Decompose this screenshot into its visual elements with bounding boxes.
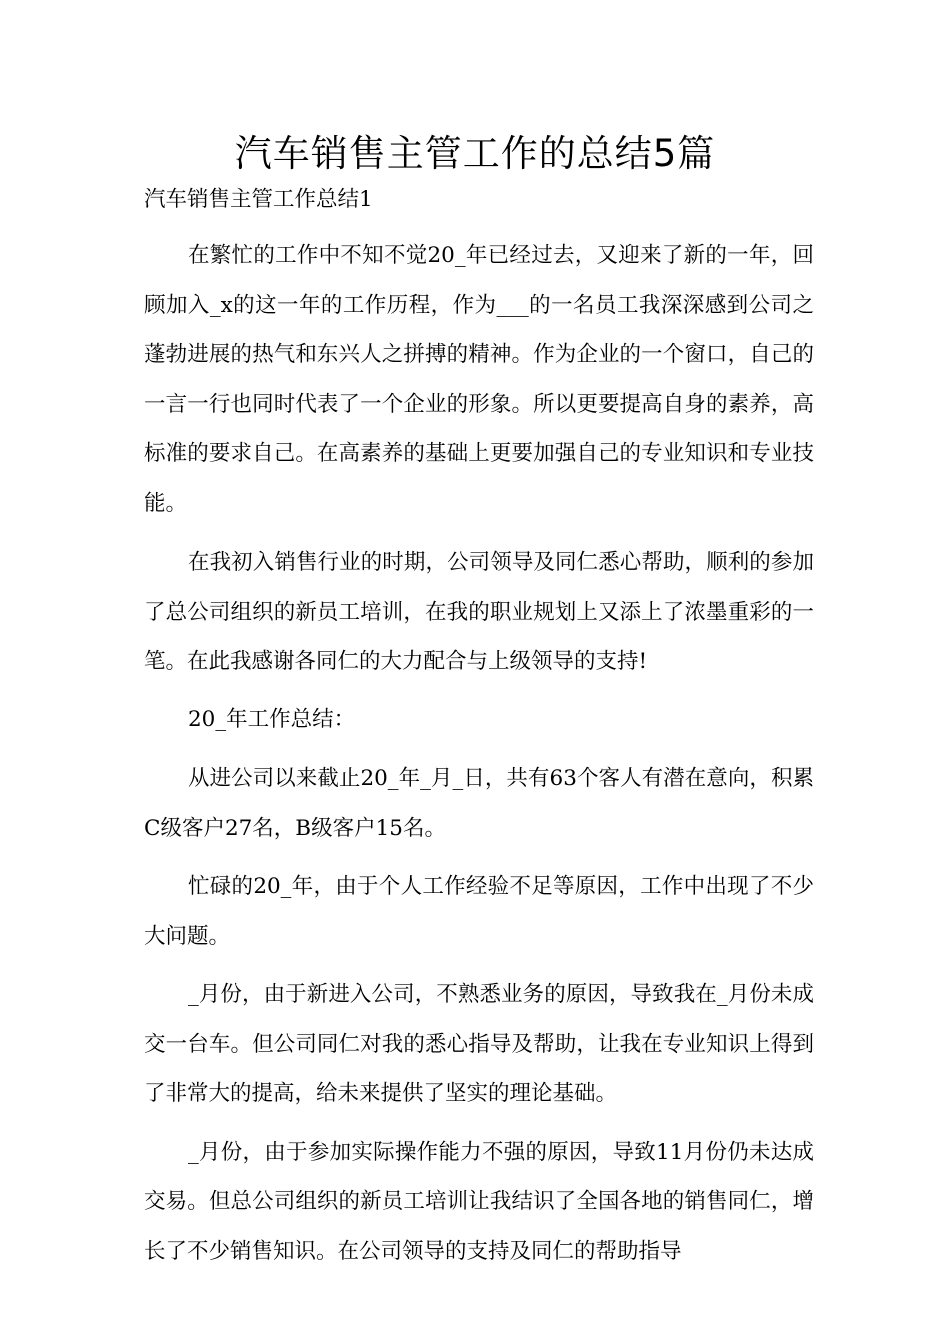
- paragraph-6: _月份，由于新进入公司，不熟悉业务的原因，导致我在_月份未成交一台车。但公司同仁对我的悉心指导及帮助，让我在专业知识上得到了非常大的提高，给未来提供了坚实的理论基础。: [144, 982, 814, 1106]
- document-title: 汽车销售主管工作的总结5篇: [234, 132, 716, 175]
- document-body: [144, 180, 814, 1276]
- paragraph-1: 在繁忙的工作中不知不觉20_年已经过去，又迎来了新的一年，回顾加入_x的这一年的工作历程，作为___的一名员工我深深感到公司之蓬勃进展的热气和东兴人之拼搏的精神。作为企业的一个窗口，自己的一言一行也同时代表了一个企业的形象。所以更要提高自身的素养，高标准的要求自己。在高素养的基础上更要加强自己的专业知识和专业技能。: [144, 243, 814, 516]
- paragraph-5: 忙碌的20_年，由于个人工作经验不足等原因，工作中出现了不少大问题。: [144, 874, 814, 949]
- paragraph-4: 从进公司以来截止20_年_月_日，共有63个客人有潜在意向，积累C级客户27名，B级客户15名。: [144, 766, 814, 841]
- paragraph-3: 20_年工作总结：: [188, 706, 356, 732]
- paragraph-7: _月份，由于参加实际操作能力不强的原因，导致11月份仍未达成交易。但总公司组织的新员工培训让我结识了全国各地的销售同仁，增长了不少销售知识。在公司领导的支持及同仁的帮助指导: [144, 1139, 814, 1264]
- paragraph-2: 在我初入销售行业的时期，公司领导及同仁悉心帮助，顺利的参加了总公司组织的新员工培训，在我的职业规划上又添上了浓墨重彩的一笔。在此我感谢各同仁的大力配合与上级领导的支持!: [144, 550, 814, 674]
- section-heading: 汽车销售主管工作总结1: [144, 187, 373, 212]
